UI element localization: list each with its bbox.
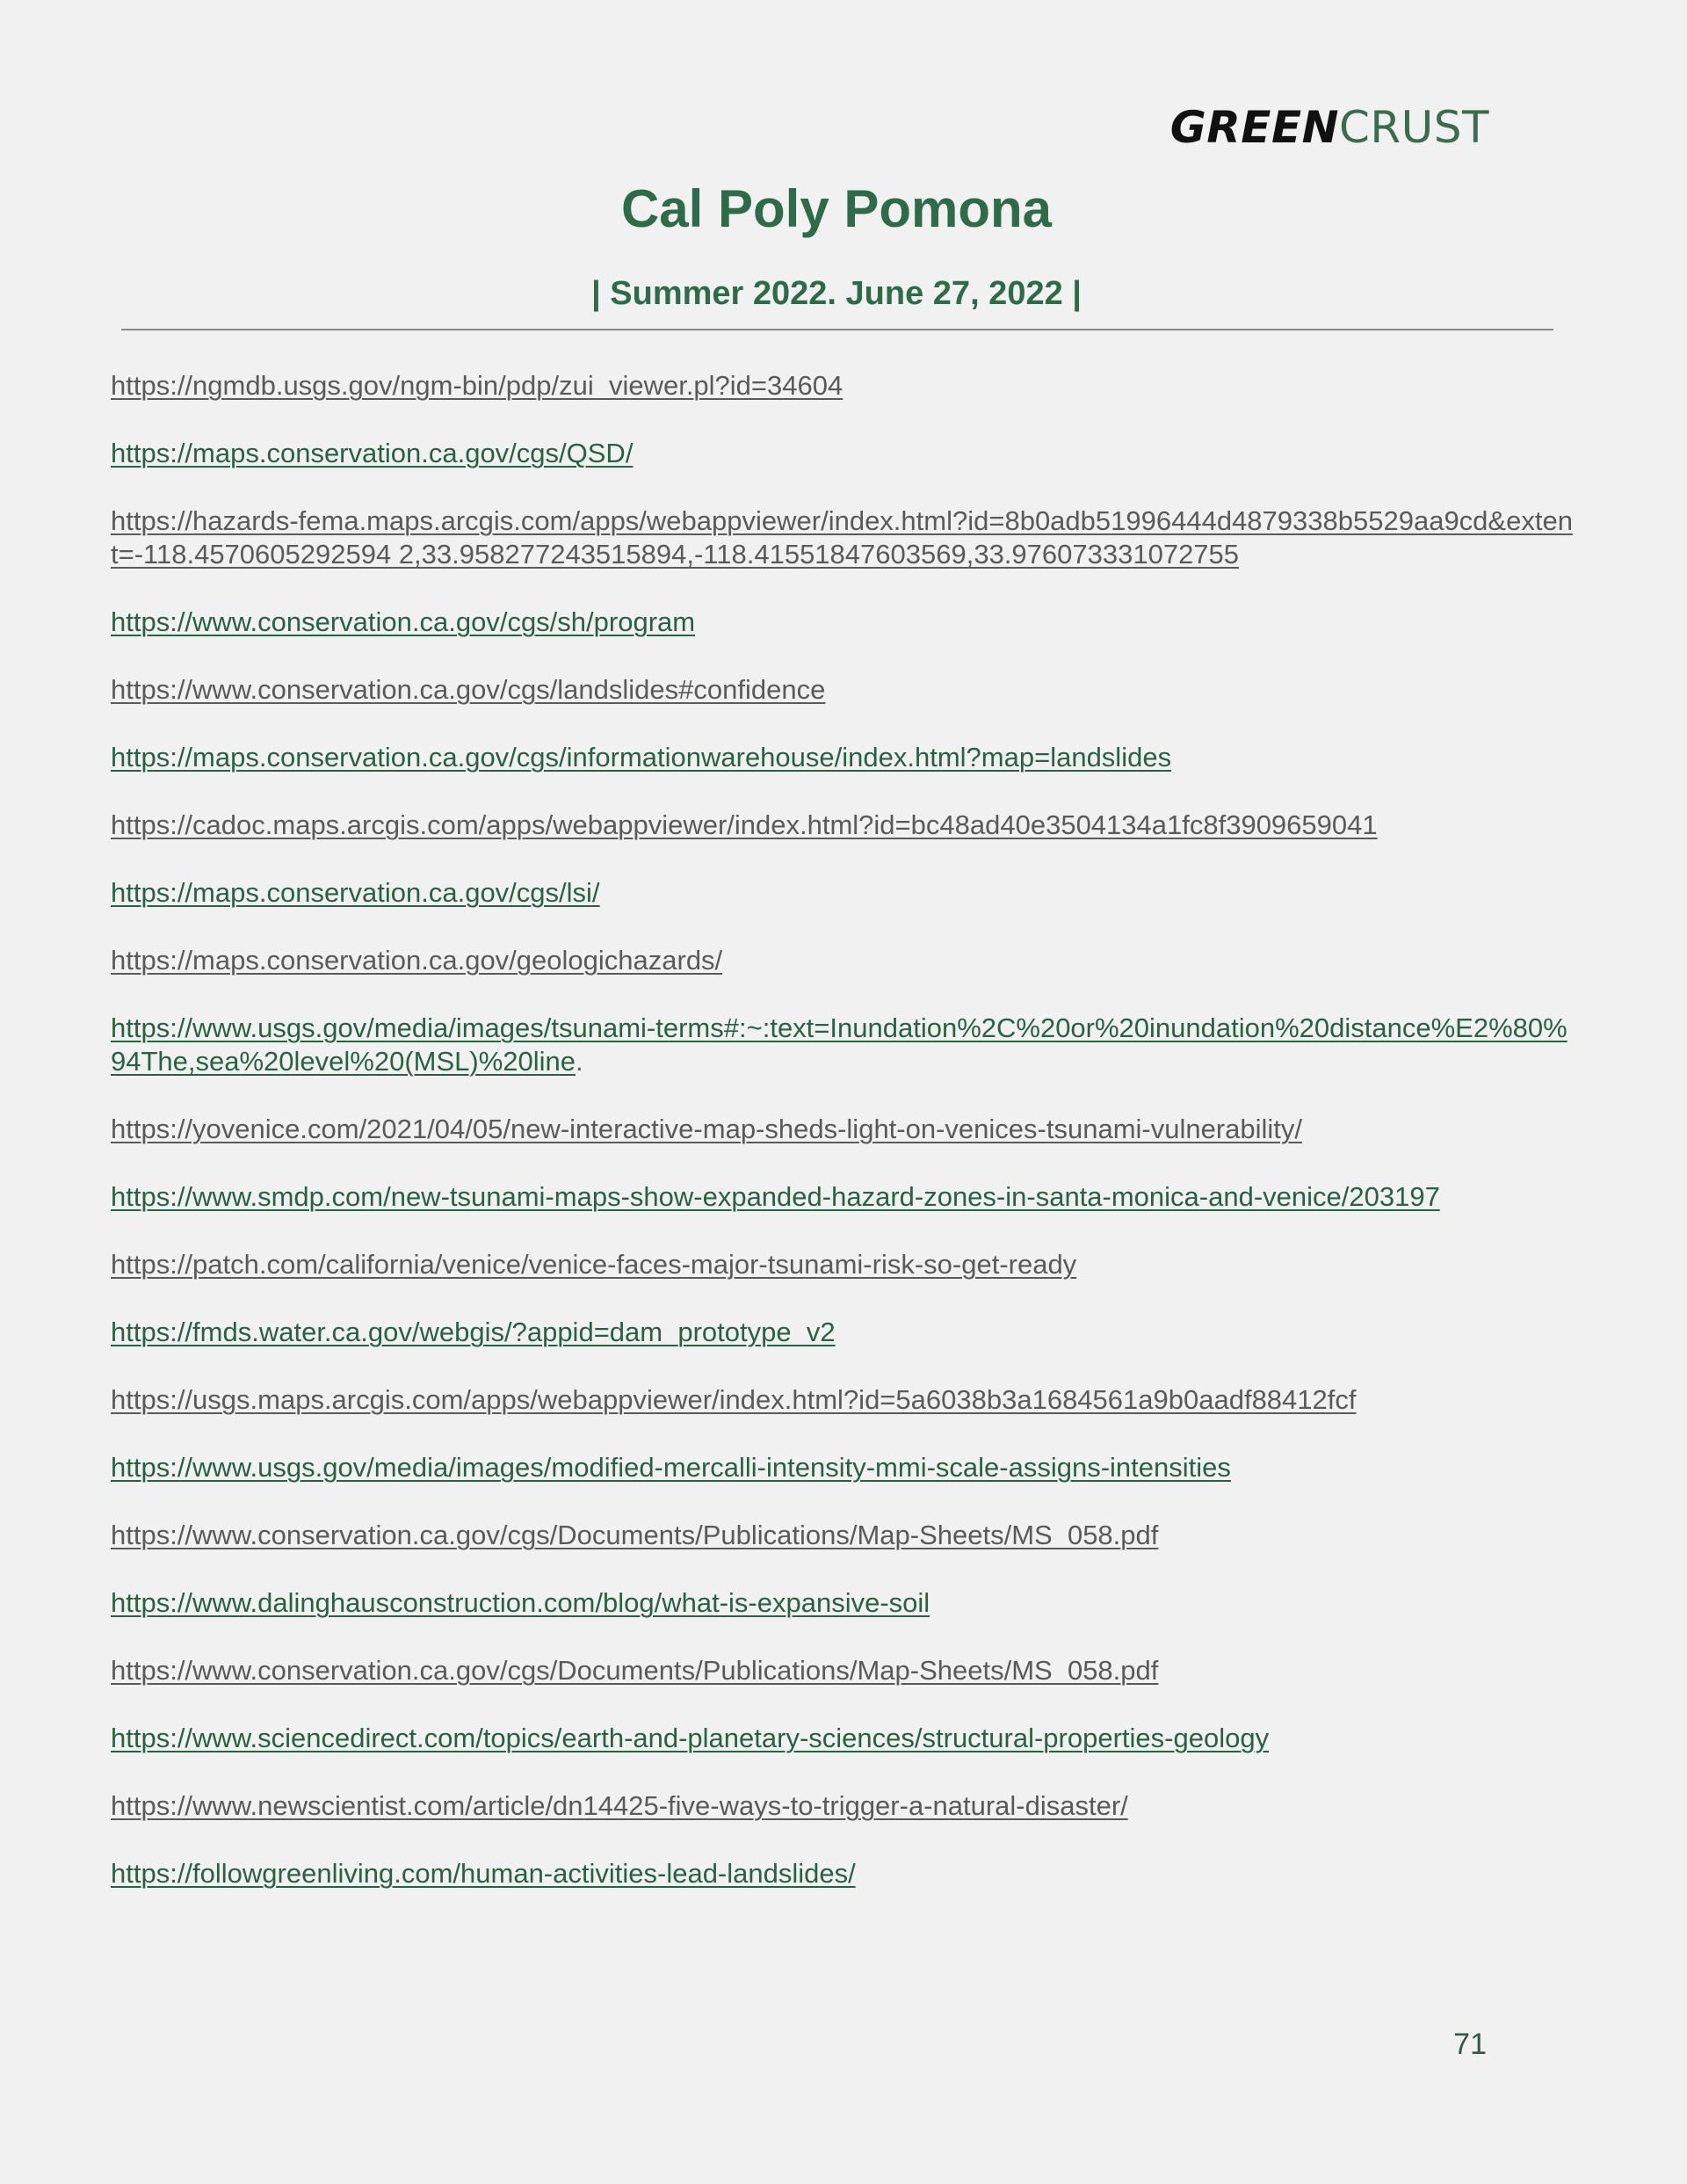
page-title: Cal Poly Pomona bbox=[620, 179, 1053, 238]
reference-item bbox=[111, 1857, 1574, 1890]
reference-item bbox=[111, 741, 1574, 774]
greencrust-logo bbox=[1170, 101, 1489, 154]
reference-item bbox=[111, 1586, 1574, 1620]
reference-item bbox=[111, 1012, 1574, 1078]
reference-item bbox=[111, 437, 1574, 470]
reference-link[interactable]: https://patch.com/california/venice/venice-faces-major-tsunami-risk-so-get-ready bbox=[111, 1249, 1077, 1280]
page-number: 71 bbox=[1453, 2028, 1487, 2061]
reference-link[interactable]: https://www.usgs.gov/media/images/modified-mercalli-intensity-mmi-scale-assigns-intensities bbox=[111, 1452, 1231, 1483]
reference-link[interactable]: https://maps.conservation.ca.gov/geologichazards/ bbox=[111, 945, 723, 976]
reference-link[interactable]: https://www.smdp.com/new-tsunami-maps-show-expanded-hazard-zones-in-santa-monica-and-venice/203197 bbox=[111, 1181, 1440, 1212]
reference-link[interactable]: https://maps.conservation.ca.gov/cgs/QSD/ bbox=[111, 438, 634, 468]
reference-item bbox=[111, 944, 1574, 977]
reference-item bbox=[111, 876, 1574, 910]
reference-trailing-text: . bbox=[576, 1046, 583, 1077]
reference-link[interactable]: https://followgreenliving.com/human-activities-lead-landslides/ bbox=[111, 1858, 856, 1889]
reference-item bbox=[111, 1722, 1574, 1755]
reference-item bbox=[111, 504, 1574, 571]
reference-item bbox=[111, 1789, 1574, 1823]
reference-link[interactable]: https://www.conservation.ca.gov/cgs/landslides#confidence bbox=[111, 674, 826, 705]
reference-link[interactable]: https://www.conservation.ca.gov/cgs/Documents/Publications/Map-Sheets/MS_058.pdf bbox=[111, 1655, 1159, 1686]
reference-link[interactable]: https://usgs.maps.arcgis.com/apps/webappviewer/index.html?id=5a6038b3a1684561a9b0aadf88412fcf bbox=[111, 1384, 1357, 1415]
reference-link[interactable]: https://www.usgs.gov/media/images/tsunami-terms#:~:text=Inundation%2C%20or%20inundation%20distance%E2%80%94The,sea%20level%20(MSL)%20line bbox=[111, 1012, 1568, 1077]
reference-item bbox=[111, 1383, 1574, 1417]
reference-link[interactable]: https://yovenice.com/2021/04/05/new-interactive-map-sheds-light-on-venices-tsunami-vulnerability/ bbox=[111, 1114, 1303, 1144]
reference-item bbox=[111, 1519, 1574, 1552]
reference-item bbox=[111, 1248, 1574, 1281]
reference-link[interactable]: https://www.conservation.ca.gov/cgs/Documents/Publications/Map-Sheets/MS_058.pdf bbox=[111, 1520, 1159, 1550]
logo-wordmark-crust: CRUST bbox=[1338, 102, 1489, 153]
reference-item bbox=[111, 606, 1574, 639]
logo-wordmark-green: GREEN bbox=[1169, 102, 1339, 153]
reference-item bbox=[111, 673, 1574, 707]
reference-link[interactable]: https://cadoc.maps.arcgis.com/apps/webappviewer/index.html?id=bc48ad40e3504134a1fc8f3909659041 bbox=[111, 809, 1378, 840]
reference-link[interactable]: https://ngmdb.usgs.gov/ngm-bin/pdp/zui_viewer.pl?id=34604 bbox=[111, 370, 844, 401]
reference-link[interactable]: https://maps.conservation.ca.gov/cgs/lsi/ bbox=[111, 877, 600, 908]
reference-item bbox=[111, 1180, 1574, 1214]
page-subtitle-date: | Summer 2022. June 27, 2022 | bbox=[591, 275, 1082, 312]
reference-link[interactable]: https://fmds.water.ca.gov/webgis/?appid=dam_prototype_v2 bbox=[111, 1317, 836, 1347]
reference-item bbox=[111, 1316, 1574, 1349]
reference-item bbox=[111, 809, 1574, 842]
reference-item bbox=[111, 1113, 1574, 1146]
reference-link[interactable]: https://www.conservation.ca.gov/cgs/sh/program bbox=[111, 606, 696, 637]
reference-link[interactable]: https://maps.conservation.ca.gov/cgs/informationwarehouse/index.html?map=landslides bbox=[111, 742, 1172, 773]
reference-link[interactable]: https://hazards-fema.maps.arcgis.com/apps/webappviewer/index.html?id=8b0adb51996444d4879338b5529aa9cd&extent=-118.4570605292594 2,33.958277243515894,-118.41551847603569,33.976073331072755 bbox=[111, 505, 1573, 570]
reference-list bbox=[111, 369, 1574, 1925]
header-divider bbox=[121, 329, 1553, 330]
reference-item bbox=[111, 1654, 1574, 1687]
reference-link[interactable]: https://www.sciencedirect.com/topics/earth-and-planetary-sciences/structural-properties-geology bbox=[111, 1723, 1270, 1753]
reference-link[interactable]: https://www.newscientist.com/article/dn14425-five-ways-to-trigger-a-natural-disaster/ bbox=[111, 1790, 1128, 1821]
reference-item bbox=[111, 369, 1574, 403]
reference-item bbox=[111, 1451, 1574, 1484]
reference-link[interactable]: https://www.dalinghausconstruction.com/blog/what-is-expansive-soil bbox=[111, 1587, 930, 1618]
